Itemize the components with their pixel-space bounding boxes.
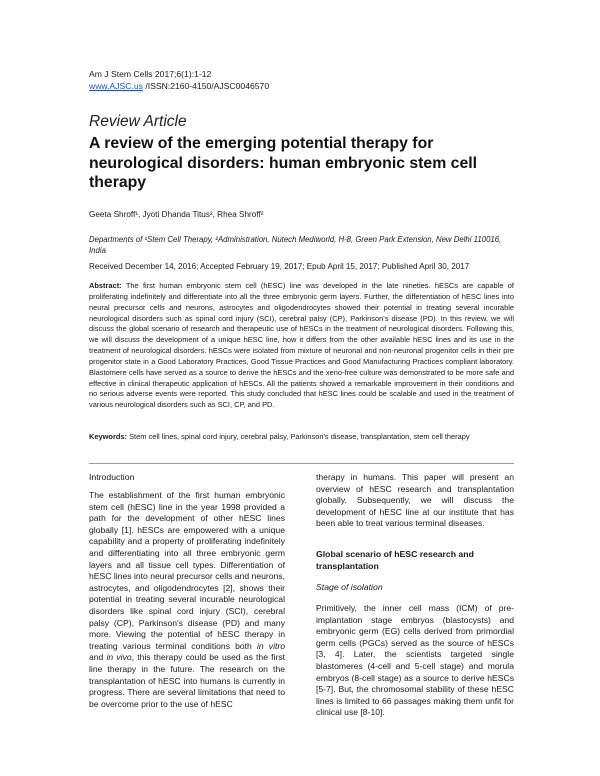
section-divider [89, 463, 514, 464]
intro-and: and [89, 652, 107, 663]
right-column-continued: therapy in humans. This paper will present an overview of hESC research and transplantation globally. Subsequently, we will discuss the development of hESC line at our institute that has been able to treat various terminal diseases. [316, 472, 514, 529]
keywords [89, 432, 514, 443]
journal-citation: Am J Stem Cells 2017;6(1):1-12 [89, 69, 212, 79]
article-type: Review Article [89, 113, 187, 130]
abstract-text: The first human embryonic stem cell (hESC) line was developed in the late nineties. hESCs are capable of proliferating indefinitely and differentiate into all the three embryonic germ layers. Further, the differentiation of hESC lines into neural precursor cells and neurons, astrocytes and oligodendrocytes showed their potential in treating several incurable neurological disorders such as spinal cord injury (SCI), cerebral palsy (CP), Parkinson's disease (PD). In this review, we will discuss the global scenario of research and therapeutic use of hESCs in the treatment of neurological disorders. Following this, we will discuss the development of a unique hESC line, how it differs from the other available hESC lines and its use in the treatment of neurological disorders. hESCs were isolated from mixture of neuronal and non-neuronal progenitor cells in their pre progenitor state in a Good Laboratory Practices, Good Tissue Practices and Good Manufacturing Practices compliant laboratory. Blastomere cells have served as a source to derive the hESCs and the xeno-free culture was demonstrated to be more safe and effective in clinical therapeutic application of hESCs. All the patients showed a remarkable improvement in their conditions and no serious adverse events were reported. This study concluded that hESC lines could be scalable and used in the treatment of various neurological disorders such as SCI, CP, and PD. [89, 281, 514, 410]
author-list: Geeta Shroff¹, Jyoti Dhanda Titus², Rhea Shroff² [89, 210, 264, 219]
intro-text: The establishment of the first human embryonic stem cell (hESC) line in the year 1998 provided a path for the development of other hESC lines globally [1]. hESCs are empowered with a unique capability and a property of proliferating indefinitely and differentiating into all three embryonic germ layers and all tissue cell types. Differentiation of hESC lines into neural precursor cells and neurons, astrocytes, and oligodendrocytes [2], shows their potential in treating several incurable neurological disorders like spinal cord injury (SCI), cerebral palsy (CP), Parkinson's disease (PD) and many more. Viewing the potential of hESC therapy in treating various terminal conditions both [89, 490, 285, 651]
abstract-label: Abstract: [89, 281, 122, 290]
abstract [89, 281, 514, 411]
publication-dates: Received December 14, 2016; Accepted February 19, 2017; Epub April 15, 2017; Published April 30, 2017 [89, 262, 470, 271]
keywords-text: Stem cell lines, spinal cord injury, cerebral palsy, Parkinson's disease, transplantation, stem cell therapy [127, 432, 470, 441]
journal-issn: /ISSN:2160-4150/AJSC0046570 [142, 81, 270, 91]
article-title: A review of the emerging potential therapy for neurological disorders: human embryonic stem cell therapy [89, 135, 478, 191]
affiliations: Departments of ¹Stem Cell Therapy, ²Administration, Nutech Mediworld, H-8, Green Park Extension, New Delhi 110016, India [89, 235, 502, 255]
keywords-label: Keywords: [89, 432, 128, 441]
intro-text-end: , this therapy could be used as the first line therapy in the future. The research on the transplantation of hESC into humans is currently in progress. There are several limitations that need to be overcome prior to the use of hESC [89, 652, 285, 709]
section-heading-global-scenario: Global scenario of hESC research and transplantation [316, 549, 474, 571]
journal-url-link[interactable]: www.AJSC.us [89, 81, 143, 91]
intro-in-vitro: in vitro [256, 640, 286, 651]
intro-in-vivo: in vivo [106, 652, 132, 663]
isolation-paragraph: Primitively, the inner cell mass (ICM) of pre-implantation stage embryos (blastocysts) and embryonic germ (EG) cells derived from primordial germ cells (PGCs) served as the source of hESCs [3, 4]. Later, the scientists targeted single blastomeres (4-cell and 5-cell stage) and morula embryos (8-cell stage) as a source to derive hESCs [5-7]. But, the chromosomal stability of these hESC lines is limited to 66 passages making them unfit for clinical use [8-10]. [316, 603, 514, 718]
intro-heading: Introduction [89, 472, 135, 482]
subsection-heading-isolation: Stage of isolation [316, 582, 383, 592]
intro-paragraph [89, 490, 285, 710]
journal-link-line [89, 80, 269, 92]
